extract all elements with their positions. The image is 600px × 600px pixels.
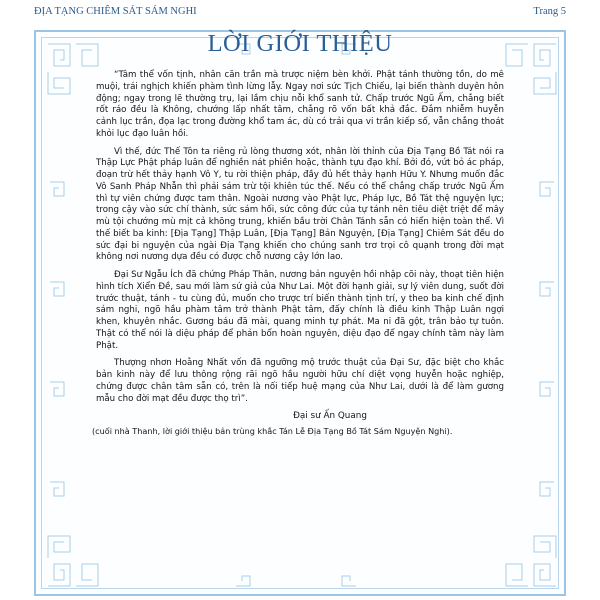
paragraph: Vì thế, đức Thế Tôn ta riêng rủ lòng thương xót, nhân lời thỉnh của Địa Tạng Bồ Tát nói ra Thập Lực Phật pháp luân để nghiền nát phiền hoặc, thành tựu đạo khí. Bởi đó, vứt bỏ ác pháp, đoạn trừ hết thảy hạnh Vô Y, tu rời thiện pháp, đầy đủ hết thảy hạnh Hữu Y. Nhưng muốn đắc Vô Sanh Pháp Nhẫn thì phải sám trừ tội khiên túc thế. Nếu có thể chẳng chấp trước Ngũ Ấm thì tự viên chứng được tam thân. Ngoài nương vào Phật lực, Pháp lực, Bồ Tát thệ nguyện lực; trong cậy vào sức chí thành, sức sám hối, sức công đức của tự tánh nên tiêu diệt triệt để mây mù tội chướng mù mịt cả khōng trung, khiến bầu trời Chân Tánh sẵn có hiển hiện toàn thể. Vì thế biết ba kinh: [Địa Tạng] Thập Luân, [Địa Tạng] Bản Nguyện, [Địa Tạng] Chiêm Sát đều do sức đại bi nguyện của ngài Địa Tạng khiến cho chúng sanh trơ trọi cô quạnh trong đời mạt không nơi nương dựa đều có được chỗ nương cậy lớn lao. xyxy=(96,146,504,263)
signature: Đại sư Ấn Quang xyxy=(293,411,367,422)
fret-corner-bottom-left-icon xyxy=(48,536,98,586)
body-text xyxy=(92,70,504,438)
fret-corner-bottom-right-icon xyxy=(506,536,556,586)
paragraph: Đại Sư Ngẫu Ích đã chứng Pháp Thân, nương bản nguyện hồi nhập cõi này, thoạt tiên hiện hình tích Xiển Đề, sau mới làm sứ giả của Như Lai. Một đời hạnh giải, sự lý viên dung, suốt đời trước thuật, tánh - tu cùng đủ, muốn cho trược trí biến thành tịnh trí, y theo ba kinh chế định sám nghi, ngõ hầu phàm tâm trở thành Phật tâm, đấy chính là điều kinh Thập Luân ngợi khen, khuyên nhắc. Gương báu đã mài, quang minh tự phát. Ma ni đã gột, trân bảo tự tuôn. Thật có thể nói là diệu pháp để phản bổn hoàn nguyên, diệu đạo để ngay chính tâm này làm Phật. xyxy=(96,270,504,351)
book-title: ĐỊA TẠNG CHIÊM SÁT SÁM NGHI xyxy=(34,6,197,17)
footnote: (cuối nhà Thanh, lời giới thiệu bản trùng khắc Tán Lễ Địa Tạng Bồ Tát Sám Nguyện Nghi). xyxy=(92,426,453,436)
page-title: LỜI GIỚI THIỆU xyxy=(207,30,393,57)
running-header xyxy=(34,6,566,20)
paragraph: “Tâm thể vốn tịnh, nhân căn trần mà trược niệm bèn khởi. Phật tánh thường tồn, do mê muội, trái nghịch khiến phàm tình lừng lẫy. Ngay nơi sức Tịch Chiếu, lại biến thành duyên hôn động; ngay trong lẽ thường trụ, lại lầm chịu nỗi khổ sanh tử. Chấp trước Ngũ Ấm, chẳng biết rốt ráo đều là Không, chướng lấp nhất tâm, chẳng rõ vốn bất khả đắc. Đắm nhiễm huyễn cảnh lục trần, đọa lạc trong đường khổ tam ác, dù có trải qua vi trần kiếp số, vẫn chẳng thoát khỏi lục đạo luân hồi. xyxy=(96,70,504,139)
page-number: Trang 5 xyxy=(533,6,566,17)
fret-bottom-motif-icon xyxy=(236,576,356,586)
fret-left-motif-icon xyxy=(50,182,64,496)
fret-right-motif-icon xyxy=(540,182,554,496)
paragraph: Thượng nhơn Hoằng Nhất vốn đã ngưỡng mộ trước thuật của Đại Sư, đặc biệt cho khắc bản kinh này để lưu thông rộng rãi ngõ hầu người hữu chí diệt vọng huyễn hoặc nghiệp, chứng được chân tâm sẵn có, trên là nối tiếp huệ mạng của Như Lai, dưới là để làm gương mẫu cho đời mạt đều được thọ trì”. xyxy=(96,358,504,404)
